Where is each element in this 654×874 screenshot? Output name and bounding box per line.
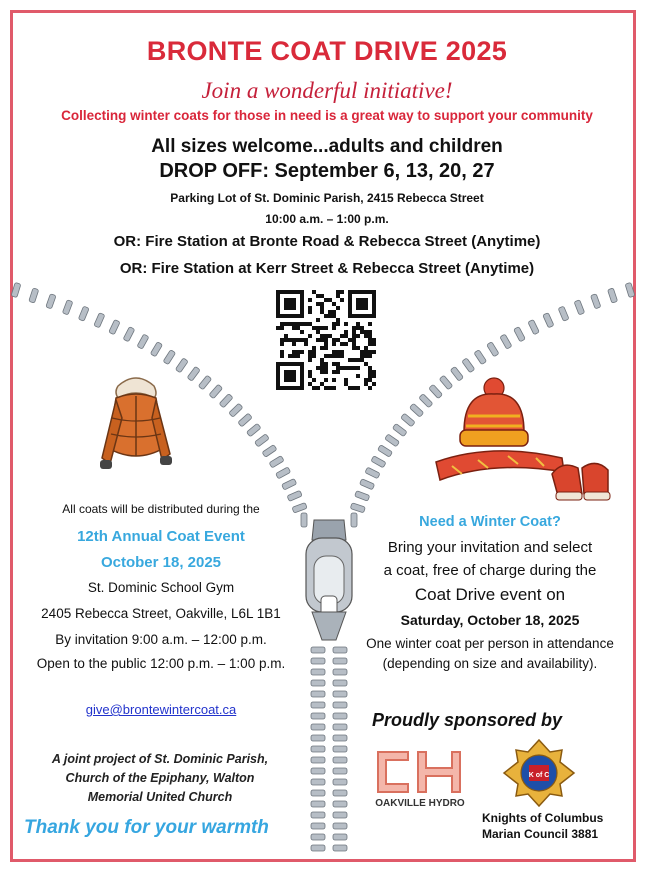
need-coat-date: Saturday, October 18, 2025 [400,612,580,628]
knights-of-columbus-emblem [502,738,576,808]
public-hours: Open to the public 12:00 p.m. – 1:00 p.m. [36,656,286,671]
knights-of-columbus-name [482,810,612,842]
event-date: October 18, 2025 [100,554,222,571]
distribution-note: All coats will be distributed during the [62,502,260,516]
email-link[interactable]: give@brontewintercoat.ca [85,702,237,717]
need-coat-line4: One winter coat per person in attendance [366,636,614,651]
sizes-welcome: All sizes welcome...adults and children [151,136,503,157]
event-address: 2405 Rebecca Street, Oakville, L6L 1B1 [41,606,281,621]
svg-text:K of C: K of C [528,772,550,779]
event-venue: St. Dominic School Gym [87,580,235,595]
oakville-hydro-logo [374,748,464,796]
need-coat-line5: (depending on size and availability). [382,656,598,671]
dropoff-location: Parking Lot of St. Dominic Parish, 2415 Rebecca Street [170,191,484,205]
need-coat-line1: Bring your invitation and select [387,539,593,556]
kofc-line-1: Knights of Columbus [482,811,604,825]
qr-code[interactable] [272,290,380,390]
need-coat-line2: a coat, free of charge during the [383,562,597,579]
dropoff-hours: 10:00 a.m. – 1:00 p.m. [265,212,389,226]
invitation-hours: By invitation 9:00 a.m. – 12:00 p.m. [55,632,267,647]
need-coat-heading: Need a Winter Coat? [419,514,561,530]
need-coat-line3: Coat Drive event on [414,585,566,604]
hat-scarf-mittens-illustration [432,376,622,506]
thank-you-message: Thank you for your warmth [24,817,269,838]
sponsors-heading: Proudly sponsored by [372,710,563,730]
poster-title: BRONTE COAT DRIVE 2025 [146,36,508,66]
annual-event-title: 12th Annual Coat Event [77,528,245,545]
alternate-location-kerr: OR: Fire Station at Kerr Street & Rebecca Street (Anytime) [119,260,535,277]
tagline: Join a wonderful initiative! [201,78,453,103]
oakville-hydro-name: OAKVILLE HYDRO [375,798,465,809]
dropoff-dates: DROP OFF: September 6, 13, 20, 27 [159,160,495,182]
winter-jacket-illustration [96,368,176,478]
kofc-line-2: Marian Council 3881 [482,827,599,841]
collecting-statement: Collecting winter coats for those in need is a great way to support your community [61,108,593,123]
alternate-location-bronte: OR: Fire Station at Bronte Road & Rebecca Street (Anytime) [113,233,541,250]
joint-project-note: A joint project of St. Dominic Parish, Church of the Epiphany, Walton Memorial United Church [51,752,269,804]
